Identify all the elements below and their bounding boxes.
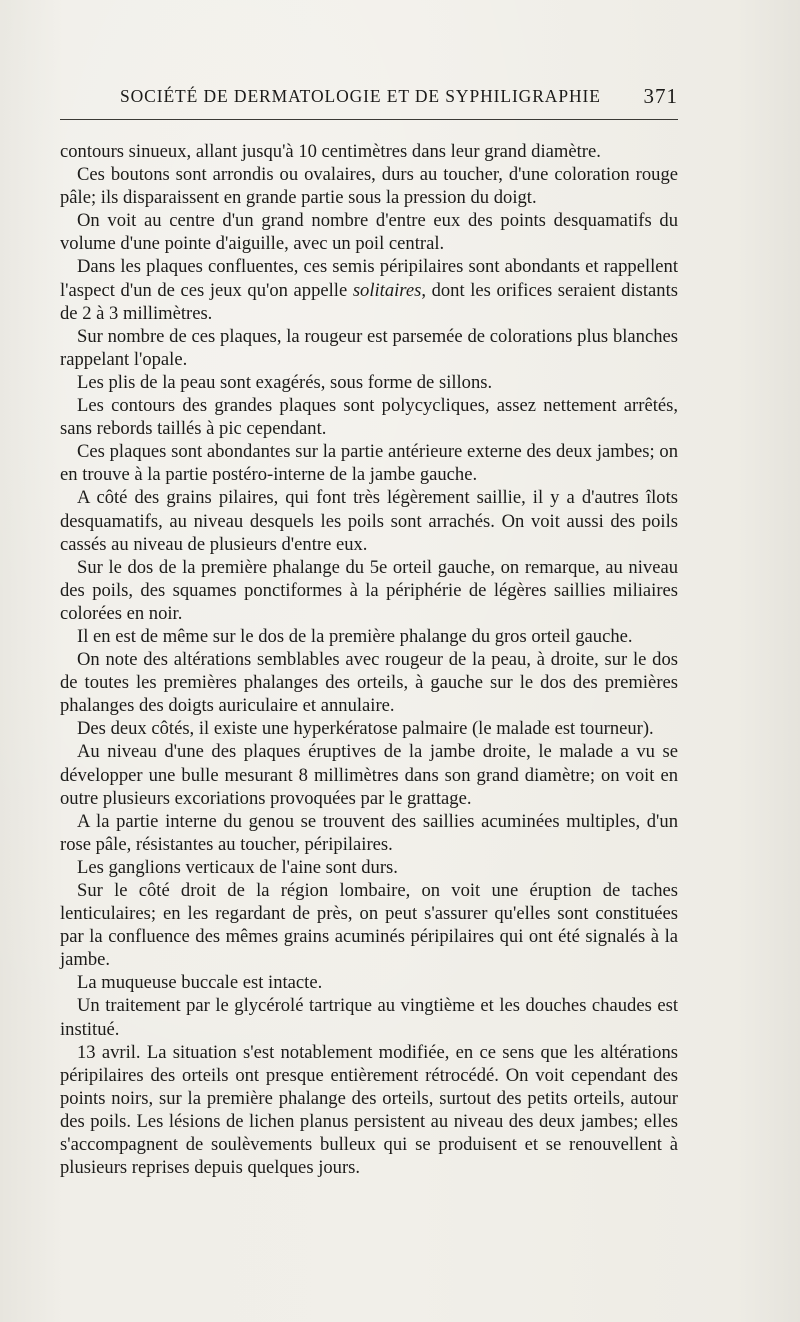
paragraph: Ces plaques sont abondantes sur la partie antérieure externe des deux jambes; on en trouve à la partie postéro-interne de la jambe gauche. [60, 441, 678, 486]
paragraph: Sur le côté droit de la région lombaire, on voit une éruption de taches lenticulaires; en les regardant de près, on peut s'assurer qu'elles sont constituées par la confluence des mêmes grains acuminés péripilaires qui ont été signalés à la jambe. [60, 880, 678, 971]
paragraph: Les contours des grandes plaques sont polycycliques, assez nettement arrêtés, sans rebords taillés à pic cependant. [60, 395, 678, 440]
paragraph: Un traitement par le glycérolé tartrique au vingtième et les douches chaudes est institué. [60, 995, 678, 1040]
paragraph: contours sinueux, allant jusqu'à 10 centimètres dans leur grand diamètre. [60, 141, 601, 162]
running-title: SOCIÉTÉ DE DERMATOLOGIE ET DE SYPHILIGRAPHIE [120, 86, 601, 106]
paragraph: A côté des grains pilaires, qui font très légèrement saillie, il y a d'autres îlots desquamatifs, au niveau desquels les poils sont arrachés. On voit aussi des poils cassés au niveau de plusieurs d'entre eux. [60, 487, 678, 555]
italic-term: solitaires [352, 279, 422, 301]
paragraph: On voit au centre d'un grand nombre d'entre eux des points desquamatifs du volume d'une pointe d'aiguille, avec un poil central. [60, 210, 678, 255]
body-text [60, 140, 678, 1179]
page-number: 371 [643, 84, 678, 108]
page-header [120, 86, 680, 112]
paragraph: Ces boutons sont arrondis ou ovalaires, durs au toucher, d'une coloration rouge pâle; ils disparaissent en grande partie sous la pression du doigt. [60, 164, 678, 209]
paragraph: Sur le dos de la première phalange du 5e orteil gauche, on remarque, au niveau des poils, des squames ponctiformes à la périphérie de légères saillies miliaires colorées en noir. [60, 556, 678, 624]
paragraph: Les ganglions verticaux de l'aine sont durs. [77, 856, 398, 878]
paragraph: Des deux côtés, il existe une hyperkératose palmaire (le malade est tourneur). [77, 718, 654, 740]
paragraph: Les plis de la peau sont exagérés, sous forme de sillons. [77, 371, 493, 393]
paragraph: La muqueuse buccale est intacte. [77, 972, 323, 994]
paragraph: Sur nombre de ces plaques, la rougeur est parsemée de colorations plus blanches rappelant l'opale. [60, 325, 678, 370]
paragraph: Au niveau d'une des plaques éruptives de la jambe droite, le malade a vu se développer une bulle mesurant 8 millimètres dans son grand diamètre; on voit en outre plusieurs excoriations provoquées par le grattage. [60, 741, 678, 809]
paragraph: On note des altérations semblables avec rougeur de la peau, à droite, sur le dos de toutes les premières phalanges des orteils, à gauche sur le dos des premières phalanges des doigts auriculaire et annulaire. [60, 649, 678, 717]
paragraph: Il en est de même sur le dos de la première phalange du gros orteil gauche. [77, 625, 633, 647]
paragraph: A la partie interne du genou se trouvent des saillies acuminées multiples, d'un rose pâle, résistantes au toucher, péripilaires. [60, 810, 678, 855]
paragraph: Dans les plaques confluentes, ces semis péripilaires sont abondants et rappellent l'aspect d'un de ces jeux qu'on appelle solitaires, dont les orifices seraient distants de 2 à 3 millimètres. [60, 256, 678, 324]
paragraph: 13 avril. La situation s'est notablement modifiée, en ce sens que les altérations péripilaires des orteils ont presque entièrement rétrocédé. On voit cependant des points noirs, sur la première phalange des orteils, surtout des petits orteils, autour des poils. Les lésions de lichen planus persistent au niveau des deux jambes; elles s'accompagnent de soulèvements bulleux qui se produisent et se renouvellent à plusieurs reprises depuis quelques jours. [60, 1041, 678, 1179]
header-rule [60, 119, 678, 120]
